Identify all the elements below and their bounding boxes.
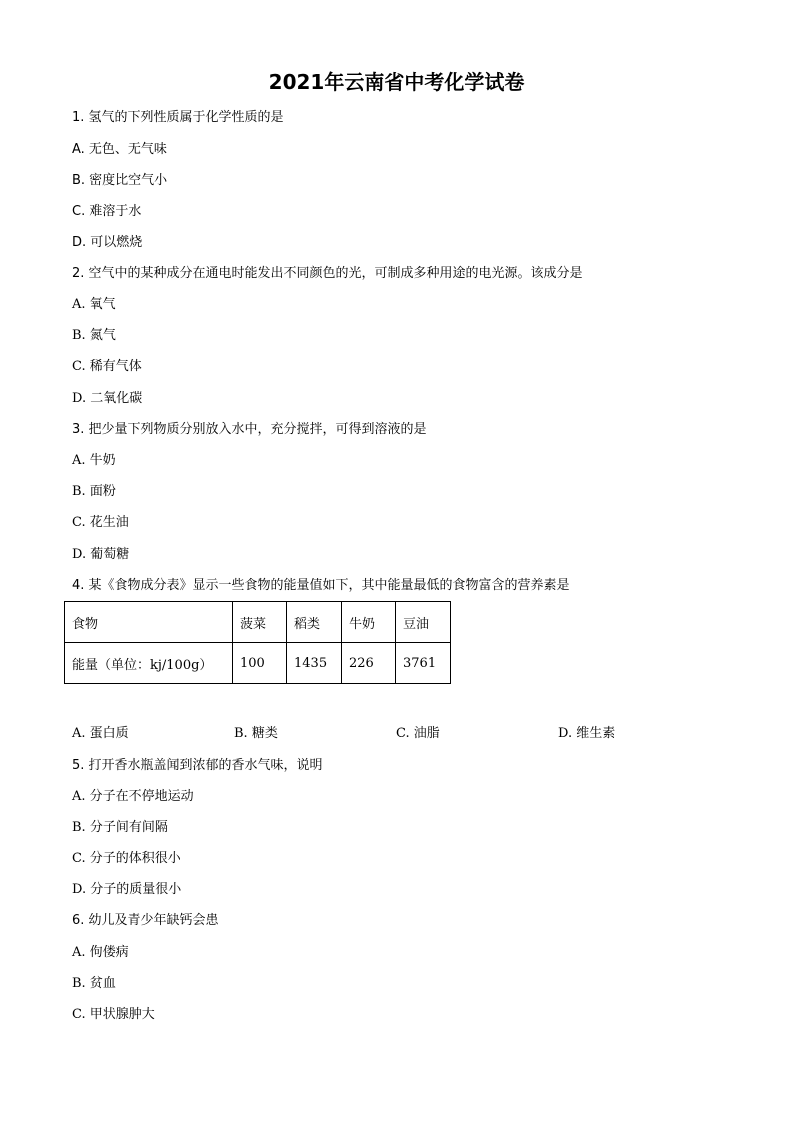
question-1-stem: 1. 氢气的下列性质属于化学性质的是	[72, 110, 284, 125]
food-energy-table	[64, 601, 451, 684]
question-2-stem: 2. 空气中的某种成分在通电时能发出不同颜色的光，可制成多种用途的电光源。该成分是	[72, 266, 583, 281]
table-cell: 菠菜	[233, 602, 287, 643]
question-3-option-b: B. 面粉	[72, 484, 116, 499]
question-6-option-a: A. 佝偻病	[72, 945, 129, 960]
question-5-option-d: D. 分子的质量很小	[72, 882, 182, 897]
table-row	[65, 602, 451, 643]
table-row	[65, 643, 451, 684]
question-2-option-b: B. 氮气	[72, 328, 116, 343]
question-5-option-b: B. 分子间有间隔	[72, 820, 168, 835]
question-2-option-c: C. 稀有气体	[72, 359, 142, 374]
table-cell: 226	[342, 643, 396, 684]
question-1-option-a: A. 无色、无气味	[72, 142, 167, 157]
question-4-stem: 4. 某《食物成分表》显示一些食物的能量值如下，其中能量最低的食物富含的营养素是	[72, 578, 570, 593]
page-title: 2021年云南省中考化学试卷	[268, 70, 525, 94]
question-2-option-d: D. 二氧化碳	[72, 391, 143, 406]
question-5-option-a: A. 分子在不停地运动	[72, 789, 194, 804]
table-cell: 1435	[287, 643, 342, 684]
question-3-option-d: D. 葡萄糖	[72, 547, 130, 562]
question-3-option-c: C. 花生油	[72, 515, 129, 530]
question-2-option-a: A. 氧气	[72, 297, 116, 312]
question-4-option-d: D. 维生素	[558, 726, 616, 741]
table-cell: 3761	[396, 643, 451, 684]
table-cell: 豆油	[396, 602, 451, 643]
question-6-stem: 6. 幼儿及青少年缺钙会患	[72, 913, 219, 928]
question-3-stem: 3. 把少量下列物质分别放入水中，充分搅拌，可得到溶液的是	[72, 422, 427, 437]
table-cell: 食物	[65, 602, 233, 643]
question-4-option-b: B. 糖类	[234, 726, 278, 741]
question-1-option-b: B. 密度比空气小	[72, 173, 168, 188]
table-cell: 能量（单位：kj/100g）	[65, 643, 233, 684]
question-3-option-a: A. 牛奶	[72, 453, 116, 468]
table-cell: 稻类	[287, 602, 342, 643]
question-5-stem: 5. 打开香水瓶盖闻到浓郁的香水气味，说明	[72, 758, 323, 773]
table-cell: 牛奶	[342, 602, 396, 643]
question-6-option-c: C. 甲状腺肿大	[72, 1007, 155, 1022]
question-1-option-c: C. 难溶于水	[72, 204, 142, 219]
table-cell: 100	[233, 643, 287, 684]
question-1-option-d: D. 可以燃烧	[72, 235, 143, 250]
question-4-option-a: A. 蛋白质	[72, 726, 129, 741]
question-5-option-c: C. 分子的体积很小	[72, 851, 181, 866]
question-6-option-b: B. 贫血	[72, 976, 116, 991]
question-4-option-c: C. 油脂	[396, 726, 440, 741]
